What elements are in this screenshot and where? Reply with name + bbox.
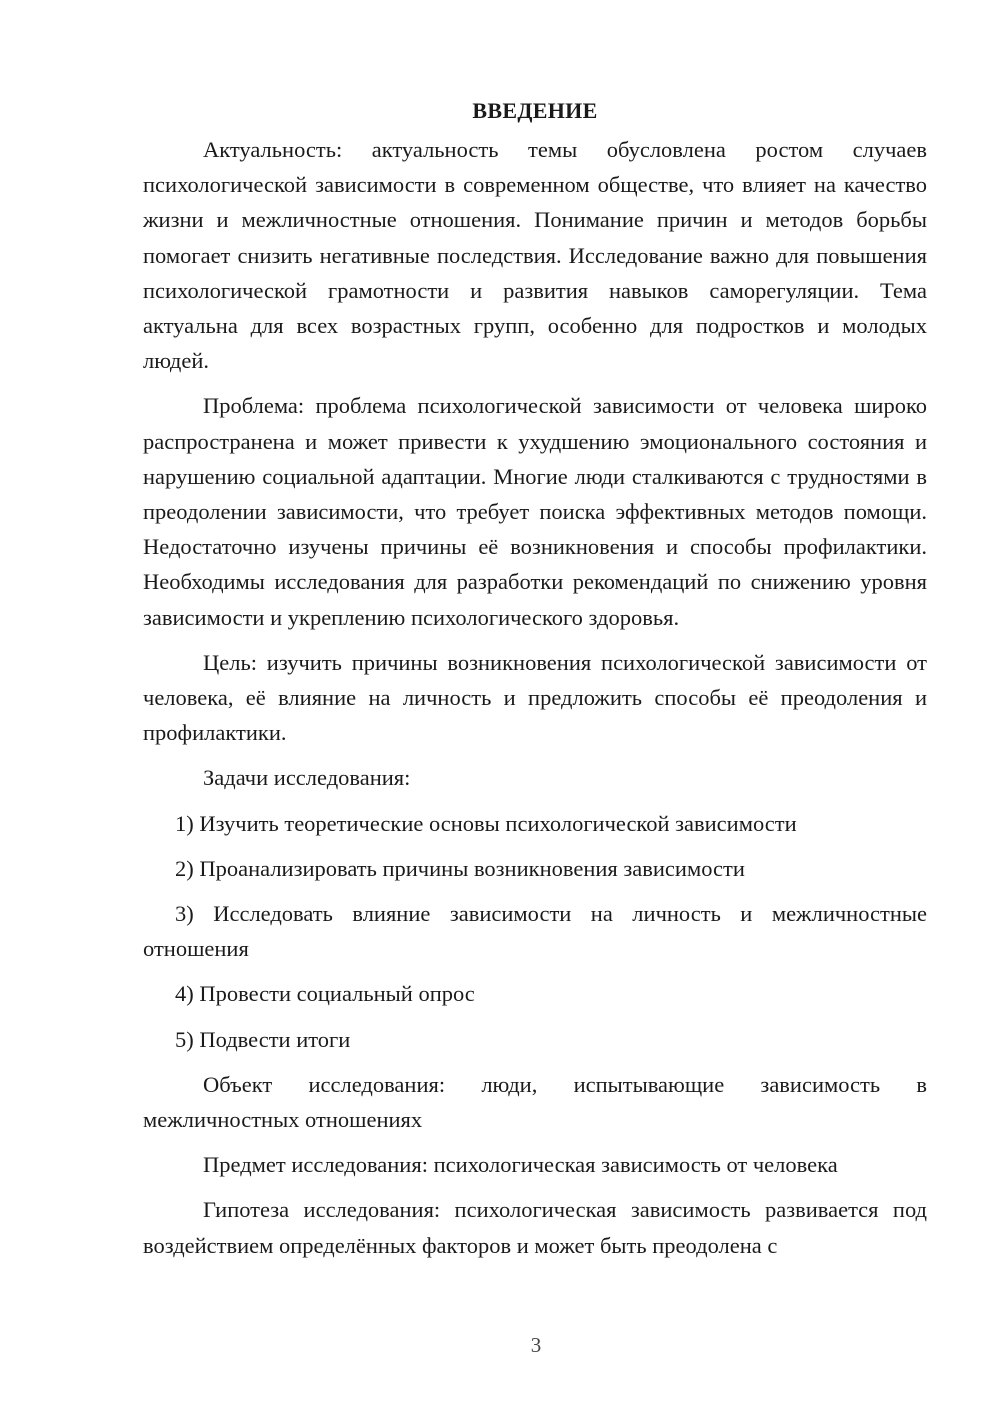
page-number: 3 — [530, 1333, 542, 1357]
task-item-5: 5) Подвести итоги — [175, 1026, 351, 1052]
task-item-4: 4) Провести социальный опрос — [175, 981, 475, 1007]
relevance-paragraph: Актуальность: актуальность темы обусловлена ростом случаев психологической зависимости в современном обществе, что влияет на качество жизни и межличностные отношения. Понимание причин и методов борьбы помогает снизить негативные последствия. Исследование важно для повышения психологической грамотности и развития навыков саморегуляции. Тема актуальна для всех возрастных групп, особенно для подростков и молодых людей. — [143, 137, 927, 374]
document-body — [143, 93, 927, 1273]
task-item-1: 1) Изучить теоретические основы психологической зависимости — [175, 810, 797, 836]
subject-paragraph: Предмет исследования: психологическая зависимость от человека — [203, 1152, 838, 1178]
problem-paragraph: Проблема: проблема психологической зависимости от человека широко распространена и может привести к ухудшению эмоционального состояния и нарушению социальной адаптации. Многие люди сталкиваются с трудностями в преодолении зависимости, что требует поиска эффективных методов помощи. Недостаточно изучены причины её возникновения и способы профилактики. Необходимы исследования для разработки рекомендаций по снижению уровня зависимости и укреплению психологического здоровья. — [143, 393, 927, 630]
tasks-heading: Задачи исследования: — [203, 765, 411, 791]
task-item-3: 3) Исследовать влияние зависимости на личность и межличностные отношения — [143, 901, 927, 962]
goal-paragraph: Цель: изучить причины возникновения психологической зависимости от человека, её влияние на личность и предложить способы её преодоления и профилактики. — [143, 649, 927, 746]
hypothesis-paragraph: Гипотеза исследования: психологическая зависимость развивается под воздействием определённых факторов и может быть преодолена с — [143, 1197, 927, 1258]
section-title: ВВЕДЕНИЕ — [472, 98, 598, 123]
task-item-2: 2) Проанализировать причины возникновения зависимости — [175, 855, 745, 881]
object-paragraph: Объект исследования: люди, испытывающие зависимость в межличностных отношениях — [143, 1071, 927, 1133]
